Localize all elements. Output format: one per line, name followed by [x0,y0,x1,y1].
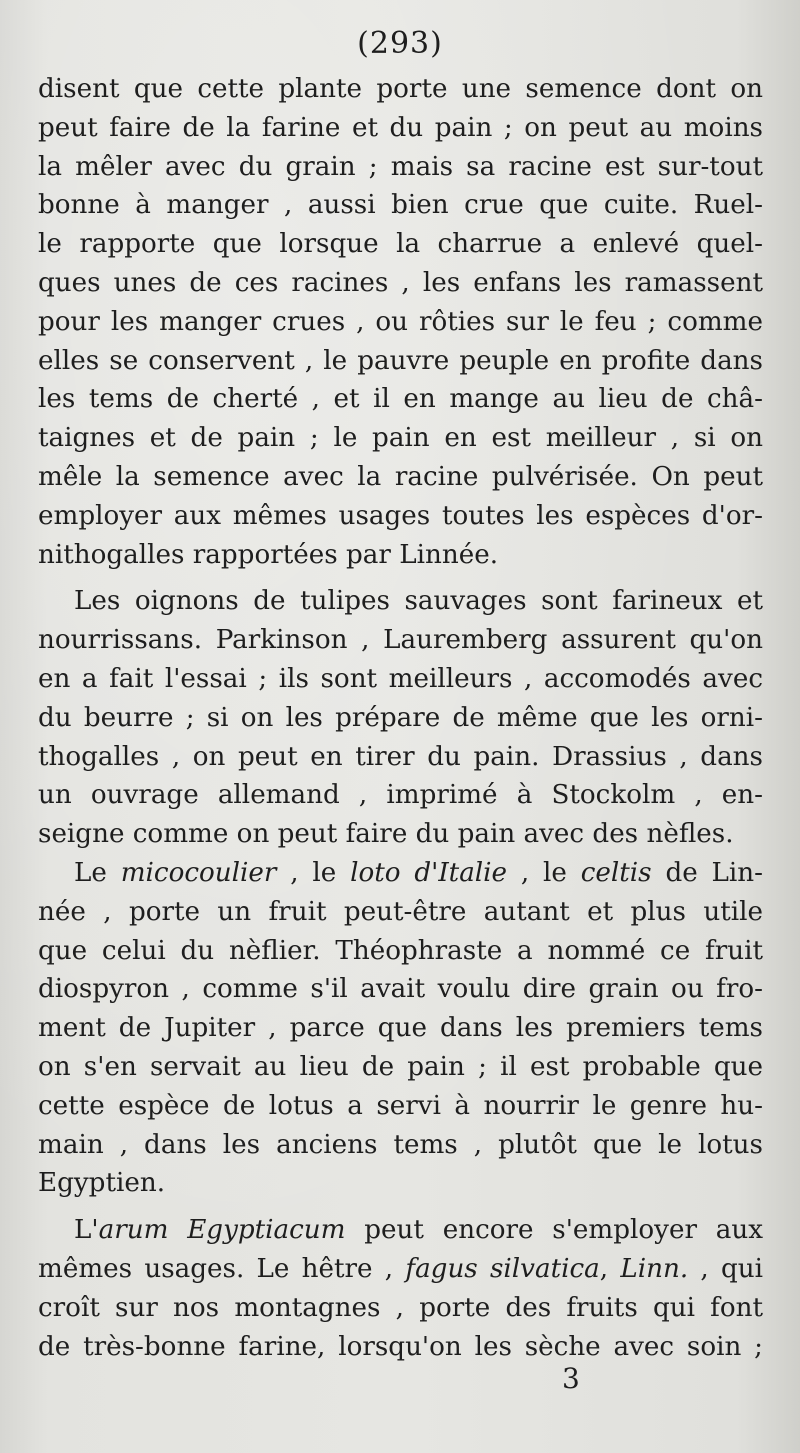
text-line-with-italics: L'arum Egyptiacum peut encore s'employer aux [74,1215,763,1246]
page-body-text [38,70,763,1366]
italic-term: arum Egyptiacum [98,1215,346,1246]
text-line: on s'en servait au lieu de pain ; il est probable que [38,1051,763,1082]
text-line-with-italics: mêmes usages. Le hêtre , fagus silvatica, Linn. , qui [38,1253,764,1284]
italic-term: Linn. [620,1253,689,1284]
italic-term: celtis [580,857,652,888]
text-line: les tems de cherté , et il en mange au lieu de châ- [38,384,763,415]
text-line: disent que cette plante porte une semence dont on [38,74,763,104]
italic-term: fagus silvatica [405,1253,600,1284]
paragraph [38,854,763,1203]
text-line: thogalles , on peut en tirer du pain. Drassius , dans [38,741,763,772]
text-line-with-italics: Le micocoulier , le loto d'Italie , le celtis de Lin- [74,857,764,888]
text-line: taignes et de pain ; le pain en est meilleur , si on [38,423,763,454]
text-line: en a fait l'essai ; ils sont meilleurs , accomodés avec [38,663,763,694]
text-line: peut faire de la farine et du pain ; on peut au moins [38,112,763,143]
text-line: nithogalles rapportées par Linnée. [38,539,499,570]
text-line: Les oignons de tulipes sauvages sont farineux et [74,586,763,617]
text-line: employer aux mêmes usages toutes les espèces d'or- [38,500,763,531]
text-line: seigne comme on peut faire du pain avec des nèfles. [38,819,734,850]
text-line: nourrissans. Parkinson , Lauremberg assurent qu'on [38,625,763,656]
text-line: le rapporte que lorsque la charrue a enlevé quel- [38,229,763,260]
text-line: que celui du nèflier. Théophraste a nommé ce fruit [38,935,763,966]
text-line: ment de Jupiter , parce que dans les premiers tems [38,1013,763,1044]
signature-mark: 3 [562,1362,580,1395]
text-line: bonne à manger , aussi bien crue que cuite. Ruel- [38,190,763,221]
text-line: la mêler avec du grain ; mais sa racine est sur-tout [38,151,763,182]
text-line: pour les manger crues , ou rôties sur le feu ; comme [38,306,763,337]
text-line: cette espèce de lotus a servi à nourrir le genre hu- [38,1090,763,1121]
paragraph [38,1211,763,1366]
text-line: mêle la semence avec la racine pulvérisée. On peut [38,461,763,492]
text-line: croît sur nos montagnes , porte des fruits qui font [38,1292,763,1323]
paragraph [38,582,763,854]
text-line: Egyptien. [38,1168,166,1199]
italic-term: micocoulier [120,857,277,888]
text-line: diospyron , comme s'il avait voulu dire grain ou fro- [38,974,763,1005]
text-line: main , dans les anciens tems , plutôt que le lotus [38,1129,763,1160]
text-line: du beurre ; si on les prépare de même que les orni- [38,702,763,733]
italic-term: loto d'Italie [350,857,508,888]
paragraph [38,70,763,574]
page-number: (293) [357,26,443,61]
text-line: de très-bonne farine, lorsqu'on les sèche avec soin ; [38,1331,763,1362]
text-line: elles se conservent , le pauvre peuple en profite dans [38,345,763,376]
text-line: née , porte un fruit peut-être autant et plus utile [38,896,763,927]
text-line: un ouvrage allemand , imprimé à Stockolm , en- [38,780,763,811]
text-line: ques unes de ces racines , les enfans les ramassent [38,267,763,298]
